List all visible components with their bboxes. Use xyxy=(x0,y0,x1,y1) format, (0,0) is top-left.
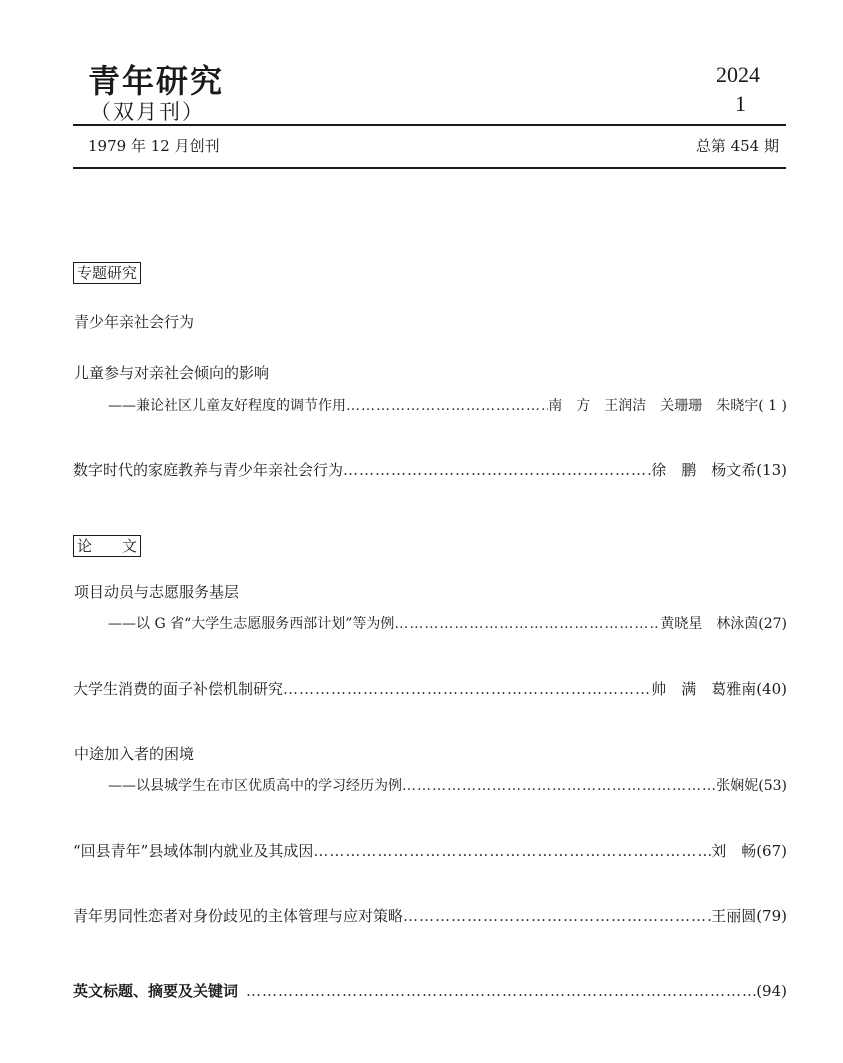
toc-entry-subtitle: ——以 G 省“大学生志愿服务西部计划”等为例 xyxy=(108,616,395,632)
toc-entry-authors: 刘 畅 xyxy=(711,842,757,860)
section-tag-papers: 论 文 xyxy=(73,535,141,557)
toc-entry-line[interactable] xyxy=(73,840,787,861)
header-rule-top xyxy=(73,124,786,126)
leader-dots xyxy=(246,982,756,1000)
total-issue: 总第 454 期 xyxy=(695,137,779,155)
toc-entry-page: (13) xyxy=(756,461,787,479)
journal-frequency: （双月刊） xyxy=(90,100,205,124)
leader-dots xyxy=(283,680,651,698)
toc-entry-subtitle-line[interactable] xyxy=(108,613,787,633)
toc-entry-subtitle-line[interactable] xyxy=(108,395,787,415)
leader-dots xyxy=(343,461,651,479)
journal-title: 青年研究 xyxy=(88,62,225,100)
leader-dots xyxy=(394,616,660,632)
toc-entry-page: (67) xyxy=(756,842,787,860)
toc-entry-title[interactable]: 项目动员与志愿服务基层 xyxy=(74,583,240,601)
toc-entry-page: (40) xyxy=(756,680,787,698)
toc-entry-line[interactable] xyxy=(73,678,787,699)
toc-entry-title: 数字时代的家庭教养与青少年亲社会行为 xyxy=(73,461,344,479)
toc-entry-authors: 王丽圆 xyxy=(711,907,757,925)
toc-entry-subtitle: ——以县城学生在市区优质高中的学习经历为例 xyxy=(108,778,402,794)
section-topic: 青少年亲社会行为 xyxy=(74,313,195,331)
toc-entry-title: 大学生消费的面子补偿机制研究 xyxy=(73,680,284,698)
toc-entry-title: “回县青年”县域体制内就业及其成因 xyxy=(73,842,314,860)
toc-entry-page: (79) xyxy=(756,907,787,925)
toc-entry-authors: 张娴妮 xyxy=(716,778,759,794)
header-rule-bottom xyxy=(73,167,786,169)
toc-entry-page: (27) xyxy=(758,616,787,632)
toc-entry-authors: 黄晓星 林泳茵 xyxy=(660,616,759,632)
toc-entry-title[interactable]: 中途加入者的困境 xyxy=(74,745,195,763)
leader-dots xyxy=(346,398,548,414)
toc-entry-title[interactable]: 儿童参与对亲社会倾向的影响 xyxy=(74,364,270,382)
toc-entry-line[interactable] xyxy=(73,905,787,926)
issue-year: 2024 xyxy=(716,62,760,87)
toc-entry-page: ( 1 ) xyxy=(758,398,787,414)
founded-date: 1979 年 12 月创刊 xyxy=(88,137,220,155)
toc-entry-title: 青年男同性恋者对身份歧见的主体管理与应对策略 xyxy=(73,907,404,925)
english-abstracts-title: 英文标题、摘要及关键词 xyxy=(73,982,239,1000)
toc-entry-authors: 徐 鹏 杨文希 xyxy=(651,461,757,479)
toc-entry-subtitle-line[interactable] xyxy=(108,775,787,795)
leader-dots xyxy=(313,842,711,860)
toc-english-line[interactable] xyxy=(73,980,787,1001)
toc-entry-subtitle: ——兼论社区儿童友好程度的调节作用 xyxy=(108,398,346,414)
section-tag-special: 专题研究 xyxy=(73,262,141,284)
toc-entry-authors: 帅 满 葛雅南 xyxy=(651,680,757,698)
toc-entry-authors: 南 方 王润洁 关珊珊 朱晓宇 xyxy=(548,398,759,414)
toc-entry-page: (94) xyxy=(756,982,787,1000)
leader-dots xyxy=(403,907,711,925)
issue-number: 1 xyxy=(735,91,746,116)
toc-entry-line[interactable] xyxy=(73,459,787,480)
toc-entry-page: (53) xyxy=(758,778,787,794)
leader-dots xyxy=(402,778,716,794)
